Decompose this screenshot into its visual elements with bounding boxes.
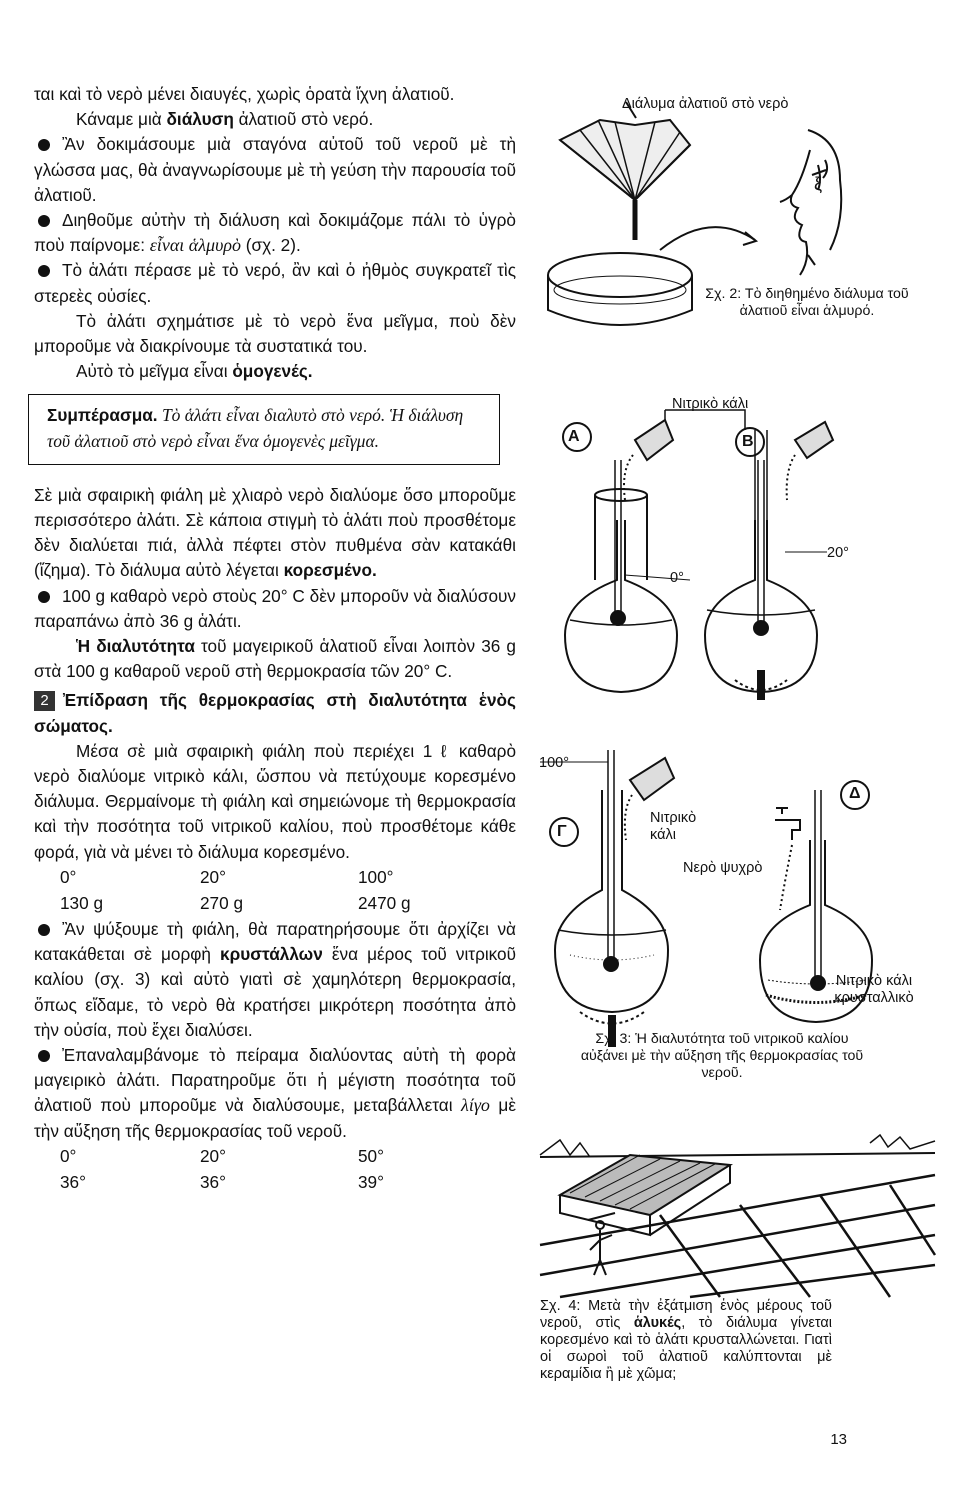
section-title: Ἐπίδραση τῆς θερμοκρασίας στὴ διαλυτότητα ἑνὸς σώματος.	[34, 690, 516, 736]
table1-values	[34, 891, 516, 917]
table2-temp-50: 50°	[358, 1145, 384, 1166]
bullet-icon	[38, 139, 50, 151]
conclusion-title: Συμπέρασμα.	[47, 405, 158, 426]
fig3-label-B: Β	[742, 433, 754, 450]
table1-val-20: 270 g	[200, 892, 244, 913]
term-dialysi: διάλυση	[166, 109, 234, 130]
conclusion-box	[28, 394, 500, 464]
fig3-label-A: Α	[568, 428, 580, 445]
para-taste: Ἂν δοκιμάσουμε μιὰ σταγόνα αὐτοῦ τοῦ νεροῦ μὲ τὴ γλώσσα μας, θὰ ἀναγνωρίσουμε μὲ τὴ γεύση τὴν παρουσία τοῦ ἀλατιοῦ.	[34, 134, 516, 205]
fig3-temp-100: 100°	[539, 755, 569, 771]
bullet-icon	[38, 591, 50, 603]
fig3-caption: Σχ. 3: Ἡ διαλυτότητα τοῦ νιτρικοῦ καλίου αὐξάνει μὲ τὴν αὔξηση τῆς θερμοκρασίας τοῦ νεροῦ.	[580, 1031, 864, 1081]
fig3-nitric-label: Νιτρικὸ κάλι	[672, 396, 749, 412]
para-mixture: Τὸ ἁλάτι σχημάτισε μὲ τὸ νερὸ ἕνα μεῖγμα, ποὺ δὲν μποροῦμε νὰ διακρίνουμε τὰ συστατικά του.	[34, 310, 516, 357]
page-number: 13	[830, 1431, 847, 1448]
main-text-column	[34, 82, 516, 1196]
table2-val-0: 36°	[60, 1171, 86, 1192]
term-salt-pans: ἁλυκές	[633, 1315, 682, 1331]
table1-temp-100: 100°	[358, 866, 394, 887]
term-homogeneous: ὁμογενές.	[232, 361, 313, 382]
para-intro: ται καὶ τὸ νερὸ μένει διαυγές, χωρὶς ὁρατὰ ἴχνη ἀλατιοῦ.	[34, 84, 455, 104]
para-cooling: Ἂν ψύξουμε τὴ φιάλη, θὰ παρατηρήσουμε ὅτι ἀρχίζει νὰ κατακάθεται σὲ μορφὴ κρυστάλλων ἕνα μέρος τοῦ νιτρικοῦ καλίου (σχ. 3) καὶ αὐτὸ γιατὶ σὲ χαμηλότερη θερμοκρασία, ὅπως εἴδαμε, τὸ νερὸ θὰ κρατήσει μικρότερη ποσότητα ἀπὸ τὴν οὐσία, ποὺ ἔχει διαλύσει.	[34, 918, 517, 1040]
fig3-label-G: Γ	[557, 823, 567, 840]
para-100g: 100 g καθαρὸ νερὸ στοὺς 20° C δὲν μποροῦν νὰ διαλύσουν παραπάνω ἀπὸ 36 g ἁλάτι.	[34, 585, 516, 631]
bullet-icon	[38, 1050, 50, 1062]
fig2-top-label: Διάλυμα ἀλατιοῦ στὸ νερὸ	[622, 96, 789, 112]
table2-val-20: 36°	[200, 1171, 226, 1192]
para-nitric: Μέσα σὲ μιὰ σφαιρικὴ φιάλη ποὺ περιέχει 1 ℓ καθαρὸ νερὸ διαλύομε νιτρικὸ κάλι, ὥσπου νὰ πετύχουμε κορεσμένο διάλυμα. Θερμαίνομε τὴ φιάλη καὶ σημειώνομε τὴ θερμοκρασία καὶ τὴν ποσότητα τοῦ νιτρικοῦ καλίου, ποὺ προσθέτομε κάθε φορά, γιὰ νὰ μένει τὸ διάλυμα κορεσμένο.	[34, 740, 516, 862]
fig3-crystal-label: Νιτρικὸ κάλι κρυσταλλικὸ	[834, 973, 914, 1006]
table2-temp-0: 0°	[60, 1145, 77, 1166]
conclusion-text: Τὸ ἁλάτι εἶναι διαλυτὸ στὸ νερό. Ἡ διάλυση τοῦ ἀλατιοῦ στὸ νερὸ εἶναι ἕνα ὁμογενὲς μεῖγμα.	[47, 405, 464, 451]
fig3-label-D: Δ	[849, 785, 861, 802]
section-number: 2	[34, 691, 55, 711]
para-salt-passed: Τὸ ἁλάτι πέρασε μὲ τὸ νερό, ἂν καὶ ὁ ἠθμὸς συγκρατεῖ τὶς στερεὲς οὐσίες.	[34, 260, 516, 306]
table2-val-50: 39°	[358, 1171, 384, 1192]
para-saturated: Σὲ μιὰ σφαιρικὴ φιάλη μὲ χλιαρὸ νερὸ διαλύομε ὅσο μποροῦμε περισσότερο ἁλάτι. Σὲ κάποια στιγμὴ τὸ ἁλάτι ποὺ προσθέτομε δὲν διαλύεται πιά, ἀλλὰ πέφτει στὸν πυθμένα σὰν κατακάθι (ἴζημα). Τὸ διάλυμα αὐτὸ λέγεται κορεσμένο.	[34, 484, 516, 581]
table1-val-0: 130 g	[60, 892, 104, 913]
table1-temp-20: 20°	[200, 866, 226, 887]
section-heading	[34, 688, 516, 738]
fig3-nitric-label-2: Νιτρικὸ κάλι	[650, 810, 697, 843]
para-repeat: Ἐπαναλαμβάνομε τὸ πείραμα διαλύοντας αὐτὴ τὴ φορὰ μαγειρικὸ ἁλάτι. Παρατηροῦμε ὅτι ἡ μέγιστη ποσότητα τοῦ ἀλατιοῦ ποὺ μποροῦμε νὰ διαλύσουμε, μεταβάλλεται λίγο μὲ τὴν αὔξηση τῆς θερμοκρασίας τοῦ νεροῦ.	[34, 1044, 516, 1141]
fig4-salt-pans-illustration	[540, 1135, 935, 1297]
bullet-icon	[38, 215, 50, 227]
svg-text:ξ: ξ	[814, 174, 823, 194]
term-solubility: Ἡ διαλυτότητα	[76, 636, 195, 657]
table2-temps	[34, 1144, 516, 1170]
table2-temp-20: 20°	[200, 1145, 226, 1166]
term-crystals: κρυστάλλων	[220, 944, 323, 965]
bullet-icon	[38, 265, 50, 277]
para-filter: Διηθοῦμε αὐτὴν τὴ διάλυση καὶ δοκιμάζομε πάλι τὸ ὑγρὸ ποὺ παίρνομε: εἶναι ἁλμυρὸ (σχ. 2).	[34, 210, 516, 256]
term-saturated: κορεσμένο.	[283, 560, 377, 581]
fig3-cold-water-label: Νερὸ ψυχρὸ	[683, 860, 763, 876]
table2-values	[34, 1170, 516, 1196]
para-homogeneous: Αὐτὸ τὸ μεῖγμα εἶναι ὁμογενές.	[76, 361, 313, 382]
table1-temp-0: 0°	[60, 866, 77, 887]
fig3-temp-20: 20°	[827, 545, 849, 561]
fig3-temp-0: 0°	[670, 570, 684, 586]
bullet-icon	[38, 924, 50, 936]
fig4-caption: Σχ. 4: Μετὰ τὴν ἐξάτμιση ἑνὸς μέρους τοῦ νεροῦ, στὶς ἁλυκές, τὸ διάλυμα γίνεται κορεσμένο καὶ τὸ ἁλάτι κρυσταλλώνεται. Γιατὶ οἱ σωροὶ τοῦ ἀλατιοῦ καλύπτονται μὲ κεραμίδια ἢ μὲ χῶμα;	[540, 1298, 832, 1382]
table1-val-100: 2470 g	[358, 892, 411, 913]
para-solubility: Ἡ διαλυτότητα τοῦ μαγειρικοῦ ἁλατιοῦ εἶναι λοιπὸν 36 g στὰ 100 g καθαροῦ νεροῦ στὴ θερμοκρασία τῶν 20° C.	[34, 636, 516, 682]
fig2-caption: Σχ. 2: Τὸ διηθημένο διάλυμα τοῦ ἀλατιοῦ εἶναι ἁλμυρό.	[705, 286, 909, 319]
table1-temps	[34, 865, 516, 891]
para-dissolution: Κάναμε μιὰ διάλυση ἀλατιοῦ στὸ νερό.	[76, 109, 374, 130]
